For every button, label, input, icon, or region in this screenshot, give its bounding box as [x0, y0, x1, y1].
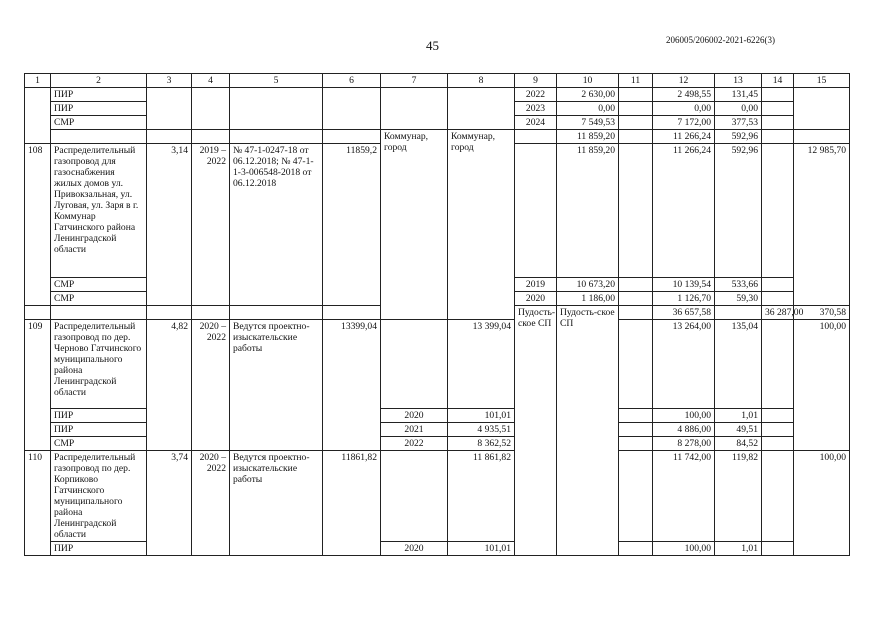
empty-cell	[619, 320, 653, 409]
stage-label: СМР	[51, 292, 147, 306]
value-cell: 10 673,20	[557, 278, 619, 292]
value-cell: 11 742,00	[653, 451, 715, 542]
value-cell: 11 859,20	[557, 130, 619, 144]
object-number: 110	[25, 451, 51, 556]
object-row	[25, 320, 850, 409]
investment-program-table	[24, 73, 850, 556]
empty-cell	[619, 437, 653, 451]
stage-label: СМР	[51, 116, 147, 130]
stage-label: ПИР	[51, 88, 147, 102]
value-cell: 1,01	[715, 409, 762, 423]
object-name: Распределительный газопровод по дер. Корпиково Гатчинского муниципального района Ленинградской области	[51, 451, 147, 542]
value-cell: 0,00	[653, 102, 715, 116]
empty-cell	[619, 306, 653, 320]
empty-cell	[381, 88, 448, 130]
value-cell: 84,52	[715, 437, 762, 451]
year-cell: 2021	[381, 423, 448, 437]
empty-cell	[715, 306, 762, 320]
value-cell: 13 399,04	[448, 320, 515, 409]
empty-cell	[619, 102, 653, 116]
empty-cell	[762, 542, 794, 556]
year-cell: 2022	[381, 437, 448, 451]
value-cell: 7 549,53	[557, 116, 619, 130]
header-cell: 9	[515, 74, 557, 88]
empty-cell	[619, 116, 653, 130]
value-cell: 59,30	[715, 292, 762, 306]
years-cell: 2019 – 2022	[192, 144, 230, 306]
value-cell: 12 985,70	[794, 144, 850, 306]
value-cell: 592,96	[715, 130, 762, 144]
object-row	[25, 451, 850, 542]
stage-label: СМР	[51, 437, 147, 451]
length-cell: 3,14	[147, 144, 192, 306]
header-cell: 11	[619, 74, 653, 88]
municipality-total-row	[25, 130, 850, 144]
empty-cell	[619, 451, 653, 542]
value-cell: 1 186,00	[557, 292, 619, 306]
value-cell: 4 886,00	[653, 423, 715, 437]
length-cell: 3,74	[147, 451, 192, 556]
empty-cell	[619, 88, 653, 102]
object-number: 108	[25, 144, 51, 306]
header-cell: 1	[25, 74, 51, 88]
value-cell: 1 126,70	[653, 292, 715, 306]
empty-cell	[147, 88, 192, 130]
empty-cell	[619, 130, 653, 144]
stage-label: ПИР	[51, 542, 147, 556]
stage-label: ПИР	[51, 102, 147, 116]
empty-cell	[619, 292, 653, 306]
header-cell: 3	[147, 74, 192, 88]
value-cell: 100,00	[794, 451, 850, 556]
empty-cell	[147, 130, 192, 144]
years-cell: 2020 – 2022	[192, 451, 230, 556]
value-cell: 7 172,00	[653, 116, 715, 130]
empty-cell	[762, 423, 794, 437]
empty-cell	[794, 130, 850, 144]
value-cell: 4 935,51	[448, 423, 515, 437]
empty-cell	[794, 88, 850, 130]
empty-cell	[619, 144, 653, 278]
year-cell: 2022	[515, 88, 557, 102]
municipality-cell: Коммунар, город	[448, 130, 515, 320]
value-cell: 377,53	[715, 116, 762, 130]
value-cell: 592,96	[715, 144, 762, 278]
stage-label: ПИР	[51, 409, 147, 423]
object-name: Распределительный газопровод для газоснабжения жилых домов ул. Привокзальная, ул. Луговая, ул. Заря в г. Коммунар Гатчинского района Ленинградской области	[51, 144, 147, 278]
empty-cell	[762, 320, 794, 409]
municipality-cell: Пудость-ское СП	[557, 306, 619, 556]
value-cell: 0,00	[557, 102, 619, 116]
empty-cell	[323, 88, 381, 130]
value-cell: 49,51	[715, 423, 762, 437]
document-code: 206005/206002-2021-6226(3)	[666, 35, 775, 45]
column-number-row	[25, 74, 850, 88]
value-cell: 11 266,24	[653, 144, 715, 278]
empty-cell	[619, 409, 653, 423]
value-cell: 135,04	[715, 320, 762, 409]
stage-label: ПИР	[51, 423, 147, 437]
empty-cell	[762, 88, 794, 102]
object-name: Распределительный газопровод по дер. Черново Гатчинского муниципального района Ленинградской области	[51, 320, 147, 409]
header-cell: 7	[381, 74, 448, 88]
value-cell: 36 657,58	[653, 306, 715, 320]
empty-cell	[619, 423, 653, 437]
empty-cell	[762, 437, 794, 451]
header-cell: 2	[51, 74, 147, 88]
value-cell: 2 498,55	[653, 88, 715, 102]
cost-cell: 11861,82	[323, 451, 381, 556]
empty-cell	[515, 130, 557, 144]
empty-cell	[762, 409, 794, 423]
value-cell: 8 278,00	[653, 437, 715, 451]
header-cell: 6	[323, 74, 381, 88]
value-cell: 13 264,00	[653, 320, 715, 409]
value-cell: 119,82	[715, 451, 762, 542]
year-cell: 2024	[515, 116, 557, 130]
empty-cell	[51, 130, 147, 144]
year-cell: 2020	[515, 292, 557, 306]
value-cell: 2 630,00	[557, 88, 619, 102]
value-cell: 533,66	[715, 278, 762, 292]
value-cell: 100,00	[794, 320, 850, 451]
empty-cell	[762, 116, 794, 130]
documents-cell: № 47-1-0247-18 от 06.12.2018; № 47-1-1-3-006548-2018 от 06.12.2018	[230, 144, 323, 306]
value-cell: 36 287,00	[762, 306, 794, 320]
header-cell: 14	[762, 74, 794, 88]
empty-cell	[515, 144, 557, 278]
empty-cell	[762, 451, 794, 542]
value-cell: 1,01	[715, 542, 762, 556]
empty-cell	[51, 306, 147, 320]
header-cell: 10	[557, 74, 619, 88]
header-cell: 12	[653, 74, 715, 88]
value-cell: 101,01	[448, 409, 515, 423]
value-cell: 370,58	[794, 306, 850, 320]
header-cell: 8	[448, 74, 515, 88]
empty-cell	[192, 130, 230, 144]
value-cell: 100,00	[653, 409, 715, 423]
year-cell: 2020	[381, 409, 448, 423]
year-cell: 2020	[381, 542, 448, 556]
municipality-cell: Пудость-ское СП	[515, 306, 557, 556]
value-cell: 10 139,54	[653, 278, 715, 292]
value-cell: 11 859,20	[557, 144, 619, 278]
page-number: 45	[426, 38, 439, 53]
empty-cell	[230, 306, 323, 320]
value-cell: 8 362,52	[448, 437, 515, 451]
empty-cell	[762, 144, 794, 278]
empty-cell	[192, 306, 230, 320]
table-row	[25, 88, 850, 102]
empty-cell	[619, 542, 653, 556]
value-cell: 100,00	[653, 542, 715, 556]
municipality-cell: Коммунар, город	[381, 130, 448, 320]
year-cell: 2023	[515, 102, 557, 116]
empty-cell	[762, 102, 794, 116]
stage-label: СМР	[51, 278, 147, 292]
empty-cell	[323, 306, 381, 320]
empty-cell	[762, 278, 794, 292]
empty-cell	[762, 130, 794, 144]
empty-cell	[381, 451, 448, 542]
empty-cell	[192, 88, 230, 130]
cost-cell: 11859,2	[323, 144, 381, 306]
empty-cell	[619, 278, 653, 292]
object-number: 109	[25, 320, 51, 451]
empty-cell	[230, 130, 323, 144]
years-cell: 2020 – 2022	[192, 320, 230, 451]
empty-cell	[147, 306, 192, 320]
empty-cell	[448, 88, 515, 130]
documents-cell: Ведутся проектно-изыскательские работы	[230, 320, 323, 451]
documents-cell: Ведутся проектно-изыскательские работы	[230, 451, 323, 556]
value-cell: 0,00	[715, 102, 762, 116]
value-cell: 101,01	[448, 542, 515, 556]
empty-cell	[25, 306, 51, 320]
empty-cell	[230, 88, 323, 130]
empty-cell	[323, 130, 381, 144]
year-cell: 2019	[515, 278, 557, 292]
value-cell: 131,45	[715, 88, 762, 102]
header-cell: 15	[794, 74, 850, 88]
length-cell: 4,82	[147, 320, 192, 451]
header-cell: 13	[715, 74, 762, 88]
header-cell: 4	[192, 74, 230, 88]
empty-cell	[381, 320, 448, 409]
value-cell: 11 861,82	[448, 451, 515, 542]
value-cell: 11 266,24	[653, 130, 715, 144]
empty-cell	[25, 88, 51, 144]
cost-cell: 13399,04	[323, 320, 381, 451]
header-cell: 5	[230, 74, 323, 88]
empty-cell	[762, 292, 794, 306]
